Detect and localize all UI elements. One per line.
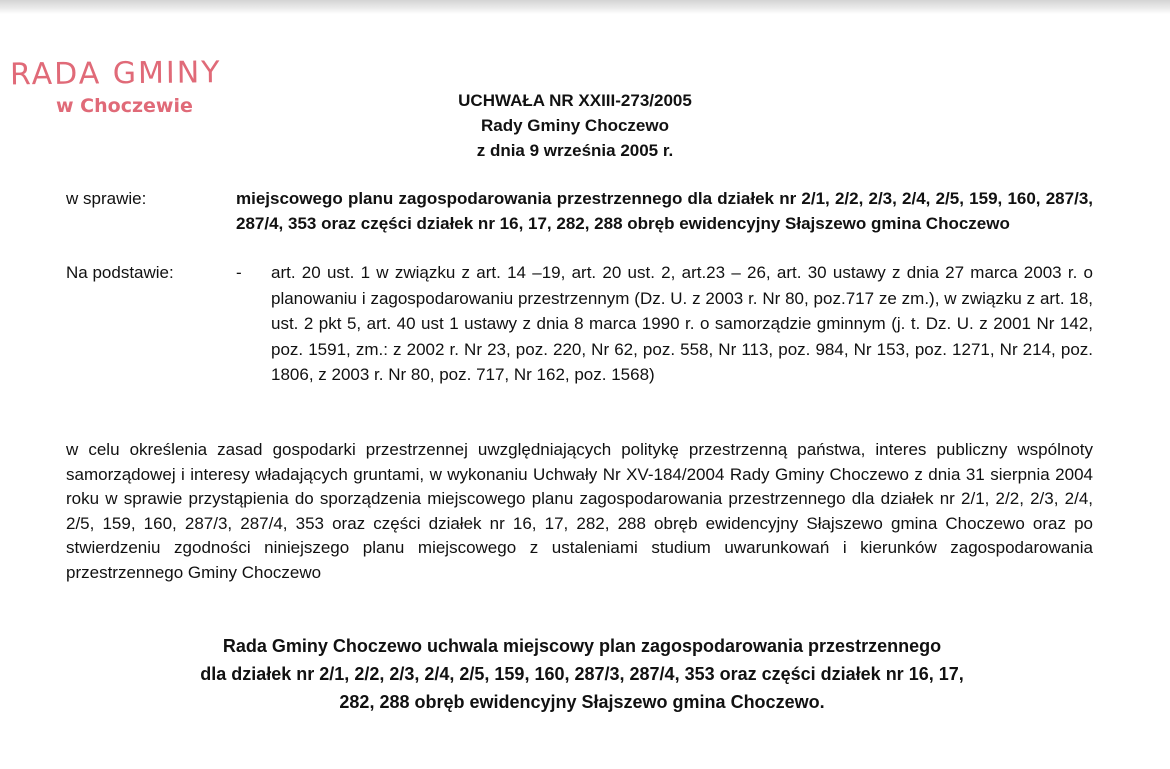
resolution-statement-line: Rada Gminy Choczewo uchwala miejscowy plan zagospodarowania przestrzennego [222, 636, 942, 656]
legal-basis-dash: - [236, 263, 242, 282]
subject-label: w sprawie: [66, 189, 147, 208]
legal-basis-label: Na podstawie: [66, 263, 174, 282]
resolution-statement [66, 632, 1098, 716]
purpose-paragraph: w celu określenia zasad gospodarki przestrzennej uwzględniających politykę przestrzenną państwa, interes publiczny wspólnoty samorządowej i interesy władających gruntami, w wykonaniu Uchwały Nr XV-184/2004 Rady Gminy Choczewo z dnia 31 sierpnia 2004 roku w sprawie przystąpienia do sporządzenia miejscowego planu zagospodarowania przestrzennego dla działek nr 2/1, 2/2, 2/3, 2/4, 2/5, 159, 160, 287/3, 287/4, 353 oraz części działek nr 16, 17, 282, 288 obręb ewidencyjny Słajszewo gmina Choczewo oraz po stwierdzeniu zgodności niniejszego planu miejscowego z ustaleniami studium uwarunkowań i kierunków zagospodarowania przestrzennego Gminy Choczewo [66, 440, 1093, 582]
legal-basis-text: art. 20 ust. 1 w związku z art. 14 –19, art. 20 ust. 2, art.23 – 26, art. 30 ustawy z dnia 27 marca 2003 r. o planowaniu i zagospodarowaniu przestrzennym (Dz. U. z 2003 r. Nr 80, poz.717 ze zm.), w związku z art. 18, ust. 2 pkt 5, art. 40 ust 1 ustawy z dnia 8 marca 1990 r. o samorządzie gminnym (j. t. Dz. U. z 2001 Nr 142, poz. 1591, zm.: z 2002 r. Nr 23, poz. 220, Nr 62, poz. 558, Nr 113, poz. 984, Nr 153, poz. 1271, Nr 214, poz. 1806, z 2003 r. Nr 80, poz. 717, Nr 162, poz. 1568) [271, 263, 1093, 385]
stamp-line-place: w Choczewie [56, 95, 193, 117]
council-stamp [10, 56, 270, 118]
resolution-title: UCHWAŁA NR XXIII-273/2005 [458, 91, 692, 110]
stamp-line-council: RADA GMINY [9, 55, 222, 93]
page-top-edge [0, 0, 1170, 14]
resolution-statement-line: 282, 288 obręb ewidencyjny Słajszewo gmina Choczewo. [339, 692, 825, 712]
resolution-date: z dnia 9 września 2005 r. [476, 141, 674, 160]
subject-text: miejscowego planu zagospodarowania przestrzennego dla działek nr 2/1, 2/2, 2/3, 2/4, 2/5, 159, 160, 287/3, 287/4, 353 oraz części działek nr 16, 17, 282, 288 obręb ewidencyjny Słajszewo gmina Choczewo [236, 189, 1093, 233]
resolution-statement-line: dla działek nr 2/1, 2/2, 2/3, 2/4, 2/5, 159, 160, 287/3, 287/4, 353 oraz części działek nr 16, 17, [200, 664, 964, 684]
resolution-body: Rady Gminy Choczewo [481, 116, 669, 135]
resolution-header [360, 88, 790, 163]
